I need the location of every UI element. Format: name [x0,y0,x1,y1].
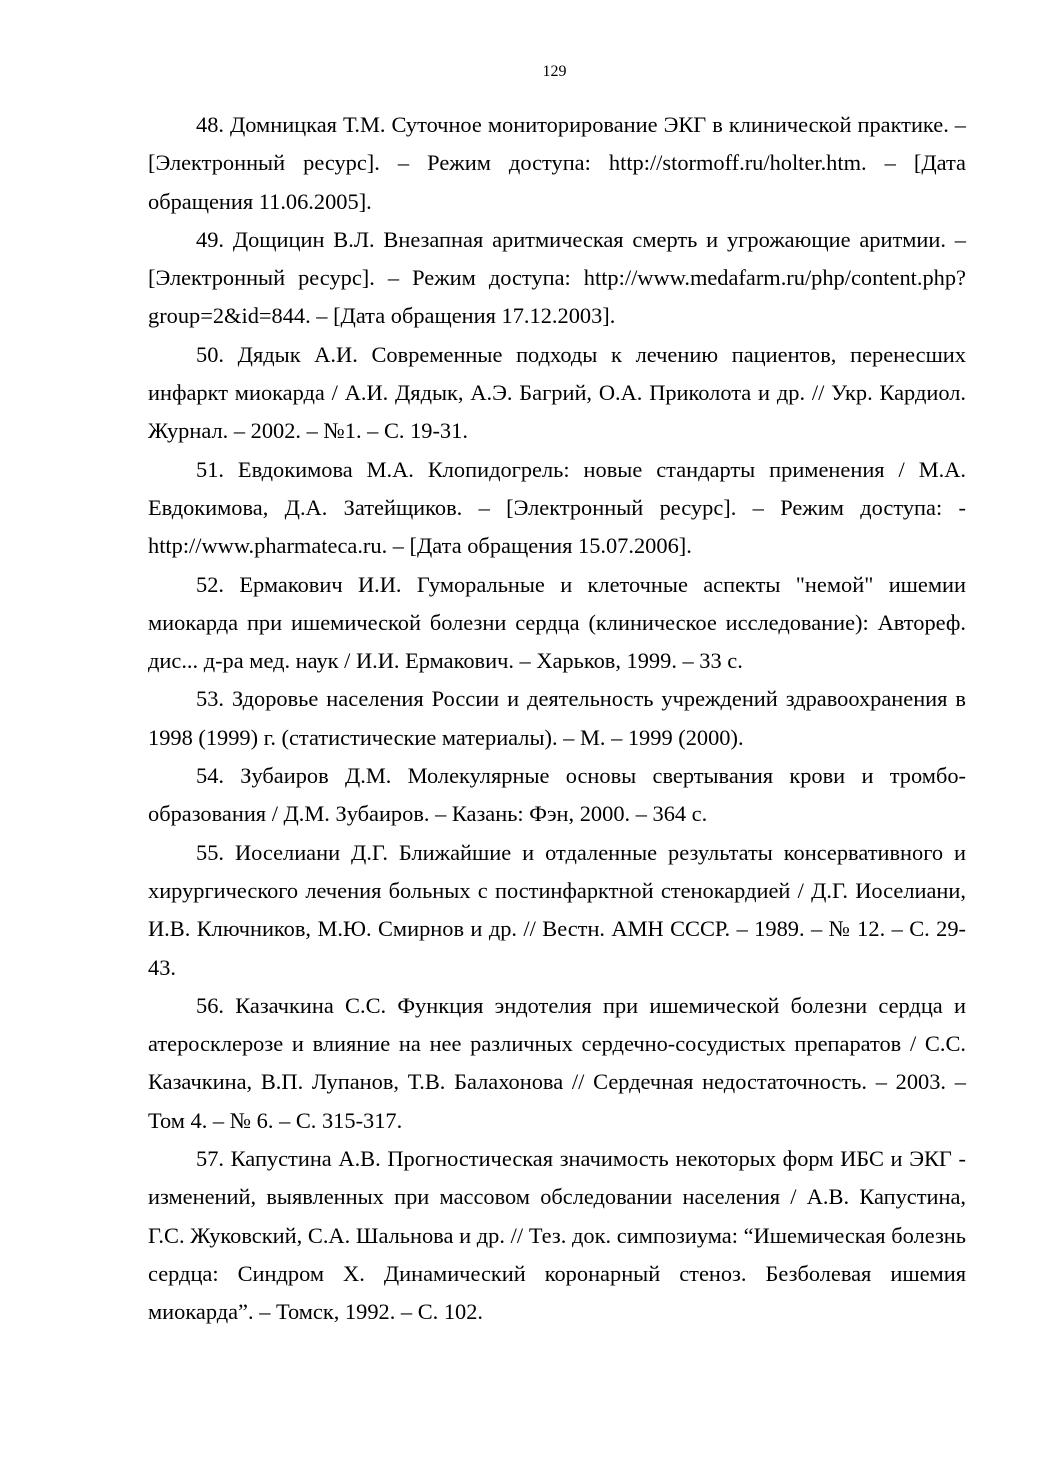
reference-item-48: 48. Домницкая Т.М. Суточное мониторирование ЭКГ в клинической практике. – [Электронный ресурс]. – Режим доступа: http://stormoff.​ru/holter.htm. – [Дата обращения 11.06.2005]. [148,112,966,214]
reference-item-53: 53. Здоровье населения России и деятельность учреждений здравоохранения в 1998 (1999) г. (статистические материалы). – М. – 1999 (2000). [148,686,966,750]
reference-list [148,106,966,1332]
reference-item-56: 56. Казачкина С.С. Функция эндотелия при ишемической болезни сердца и атеросклерозе и влияние на нее различных сердечно-сосудистых препаратов / С.С. Казачкина, В.П. Лупанов, Т.В. Балахонова // Сердечная недостаточность. – 2003. – Том 4. – № 6. – С. 315-317. [148,992,966,1133]
reference-item-55: 55. Иоселиани Д.Г. Ближайшие и отдаленные результаты консервативного и хирургического лечения больных с постинфарктной стенокардией / Д.Г. Иоселиани, И.В. Ключников, М.Ю. Смирнов и др. // Вестн. АМН СССР. – 1989. – № 12. – С. 29-43. [148,839,966,980]
reference-item-50: 50. Дядык А.И. Современные подходы к лечению пациентов, перенесших инфаркт миокарда / А.И. Дядык, А.Э. Багрий, О.А. Приколота и др. // Укр. Кардиол. Журнал. – 2002. – №1. – С. 19-31. [148,341,966,444]
reference-item-51: 51. Евдокимова М.А. Клопидогрель: новые стандарты применения / М.А. Евдокимова, Д.А. Затейщиков. – [Электронный ресурс]. – Режим доступа: -​http://www.pharmateca.ru. – [Дата обращения 15.07.2006]. [148,456,966,559]
reference-item-49: 49. Дощицин В.Л. Внезапная аритмическая смерть и угрожающие аритмии. – [Электронный ресурс]. – Режим доступа: http://www.medafarm.​ru/php/content.php?group=2&id=844. – [Дата обращения 17.12.2003]. [148,226,966,329]
reference-item-57: 57. Капустина А.В. Прогностическая значимость некоторых форм ИБС и ЭКГ - изменений, выявленных при массовом обследовании населения / А.В. Капустина, Г.С. Жуковский, С.А. Шальнова и др. // Тез. док. симпозиума: “Ишемическая болезнь сердца: Синдром Х. Динамический коронарный стеноз. Безболевая ишемия миокарда”. – Томск, 1992. – С. 102. [148,1146,966,1325]
reference-item-52: 52. Ермакович И.И. Гуморальные и клеточные аспекты "немой" ишемии миокарда при ишемической болезни сердца (клиническое исследование): Автореф. дис... д-ра мед. наук / И.И. Ермакович. – Харьков, 1999. – 33 с. [148,571,966,674]
reference-item-54: 54. Зубаиров Д.М. Молекулярные основы свертывания крови и тромбообразования / Д.М. Зубаиров. – Казань: Фэн, 2000. – 364 с. [148,763,966,827]
page-number: 129 [542,63,567,80]
